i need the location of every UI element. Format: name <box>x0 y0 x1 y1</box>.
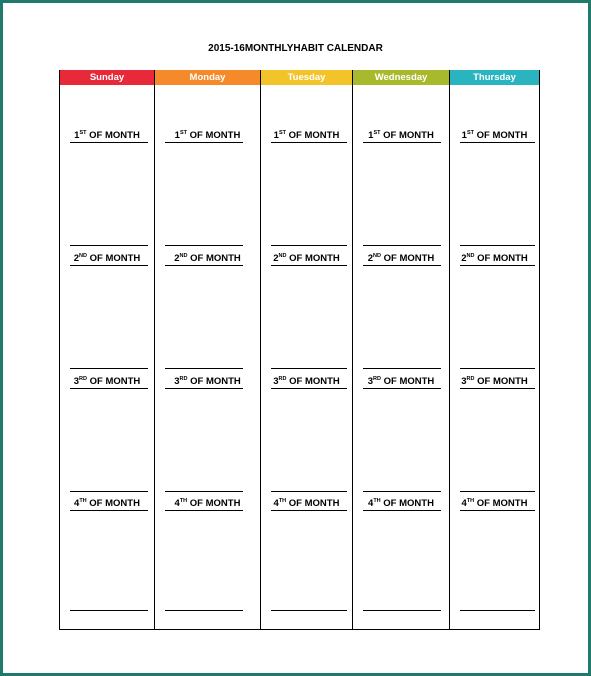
slot-suffix: TH <box>466 498 475 504</box>
slot-number: 2 <box>367 253 374 264</box>
slot-suffix: RD <box>278 376 287 382</box>
slot-text: OF MONTH <box>474 376 528 387</box>
slot-text: OF MONTH <box>380 376 435 387</box>
slot-number: 3 <box>367 376 374 387</box>
slot-suffix: TH <box>79 498 87 504</box>
slot-number: 1 <box>368 130 374 141</box>
writing-line[interactable] <box>70 245 148 246</box>
slot-label-1 <box>261 130 352 141</box>
writing-line[interactable] <box>271 265 347 266</box>
slot-number: 4 <box>74 498 80 509</box>
slot-text: OF MONTH <box>187 130 241 141</box>
writing-line[interactable] <box>363 388 441 389</box>
day-header-sunday: Sunday <box>60 70 154 85</box>
slot-suffix: ND <box>278 253 287 259</box>
day-column-sunday <box>59 70 154 629</box>
day-column-tuesday <box>260 70 352 629</box>
calendar-grid <box>59 70 540 630</box>
writing-line[interactable] <box>363 510 441 511</box>
day-header-wednesday: Wednesday <box>353 70 449 85</box>
slot-text: OF MONTH <box>474 498 528 509</box>
writing-line[interactable] <box>363 491 441 492</box>
slot-suffix: TH <box>179 498 188 504</box>
writing-line[interactable] <box>460 388 535 389</box>
slot-suffix: TH <box>373 498 381 504</box>
slot-suffix: ST <box>278 130 286 136</box>
slot-suffix: TH <box>278 498 287 504</box>
writing-line[interactable] <box>363 610 441 611</box>
calendar-title: 2015-16MONTHLYHABIT CALENDAR <box>208 43 383 54</box>
writing-line[interactable] <box>271 368 347 369</box>
slot-suffix: ND <box>179 253 188 259</box>
writing-line[interactable] <box>165 388 243 389</box>
slot-label-3 <box>155 376 260 387</box>
slot-label-1 <box>450 130 539 141</box>
slot-text: OF MONTH <box>286 130 340 141</box>
slot-suffix: ND <box>373 253 381 259</box>
writing-line[interactable] <box>460 245 535 246</box>
writing-line[interactable] <box>271 388 347 389</box>
writing-line[interactable] <box>460 142 535 143</box>
writing-line[interactable] <box>363 142 441 143</box>
slot-label-1 <box>155 130 260 141</box>
slot-label-2 <box>155 253 260 264</box>
slot-text: OF MONTH <box>380 130 434 141</box>
slot-number: 3 <box>461 376 467 387</box>
slot-number: 3 <box>73 376 80 387</box>
slot-suffix: ND <box>79 253 87 259</box>
slot-suffix: ST <box>179 130 187 136</box>
slot-number: 2 <box>461 253 467 264</box>
slot-label-1 <box>353 130 449 141</box>
slot-number: 4 <box>368 498 374 509</box>
slot-suffix: RD <box>466 376 475 382</box>
slot-number: 3 <box>174 376 180 387</box>
slot-suffix: RD <box>179 376 188 382</box>
slot-number: 4 <box>273 498 279 509</box>
slot-text: OF MONTH <box>86 498 140 509</box>
slot-text: OF MONTH <box>286 253 340 264</box>
writing-line[interactable] <box>70 388 148 389</box>
slot-label-3 <box>353 376 449 387</box>
slot-label-2 <box>450 253 539 264</box>
slot-number: 4 <box>461 498 467 509</box>
writing-line[interactable] <box>460 510 535 511</box>
slot-suffix: ST <box>466 130 474 136</box>
writing-line[interactable] <box>165 265 243 266</box>
slot-label-4 <box>261 498 352 509</box>
slot-label-3 <box>60 376 154 387</box>
slot-number: 1 <box>174 130 180 141</box>
writing-line[interactable] <box>70 491 148 492</box>
writing-line[interactable] <box>271 245 347 246</box>
slot-number: 1 <box>461 130 467 141</box>
writing-line[interactable] <box>165 610 243 611</box>
slot-text: OF MONTH <box>474 130 528 141</box>
slot-number: 4 <box>174 498 180 509</box>
slot-text: OF MONTH <box>380 498 434 509</box>
slot-suffix: ST <box>79 130 87 136</box>
slot-label-2 <box>60 253 154 264</box>
slot-suffix: RD <box>373 376 381 382</box>
writing-line[interactable] <box>70 610 148 611</box>
writing-line[interactable] <box>165 368 243 369</box>
slot-text: OF MONTH <box>187 376 241 387</box>
slot-suffix: ND <box>466 253 475 259</box>
slot-text: OF MONTH <box>474 253 528 264</box>
day-header-tuesday: Tuesday <box>261 70 352 85</box>
slot-number: 1 <box>74 130 80 141</box>
day-column-monday <box>154 70 260 629</box>
slot-suffix: RD <box>79 376 87 382</box>
slot-label-4 <box>155 498 260 509</box>
day-column-wednesday <box>352 70 449 629</box>
writing-line[interactable] <box>271 142 347 143</box>
writing-line[interactable] <box>70 510 148 511</box>
writing-line[interactable] <box>460 491 535 492</box>
writing-line[interactable] <box>70 368 148 369</box>
writing-line[interactable] <box>363 368 441 369</box>
day-column-thursday <box>449 70 540 629</box>
slot-number: 2 <box>273 253 279 264</box>
slot-label-1 <box>60 130 154 141</box>
slot-text: OF MONTH <box>286 498 340 509</box>
slot-number: 2 <box>174 253 180 264</box>
day-header-monday: Monday <box>155 70 260 85</box>
writing-line[interactable] <box>165 142 243 143</box>
slot-text: OF MONTH <box>187 253 241 264</box>
writing-line[interactable] <box>363 245 441 246</box>
writing-line[interactable] <box>460 610 535 611</box>
slot-number: 1 <box>273 130 279 141</box>
slot-label-3 <box>450 376 539 387</box>
slot-text: OF MONTH <box>380 253 435 264</box>
writing-line[interactable] <box>70 142 148 143</box>
writing-line[interactable] <box>271 610 347 611</box>
writing-line[interactable] <box>165 245 243 246</box>
slot-number: 2 <box>73 253 80 264</box>
slot-label-3 <box>261 376 352 387</box>
slot-text: OF MONTH <box>286 376 340 387</box>
slot-text: OF MONTH <box>86 130 140 141</box>
writing-line[interactable] <box>363 265 441 266</box>
slot-label-4 <box>353 498 449 509</box>
slot-label-2 <box>353 253 449 264</box>
slot-suffix: ST <box>373 130 381 136</box>
writing-line[interactable] <box>460 368 535 369</box>
slot-label-4 <box>450 498 539 509</box>
slot-text: OF MONTH <box>187 498 241 509</box>
slot-label-2 <box>261 253 352 264</box>
slot-text: OF MONTH <box>86 253 141 264</box>
writing-line[interactable] <box>70 265 148 266</box>
writing-line[interactable] <box>271 491 347 492</box>
writing-line[interactable] <box>460 265 535 266</box>
writing-line[interactable] <box>165 510 243 511</box>
writing-line[interactable] <box>165 491 243 492</box>
slot-text: OF MONTH <box>86 376 141 387</box>
slot-label-4 <box>60 498 154 509</box>
slot-number: 3 <box>273 376 279 387</box>
writing-line[interactable] <box>271 510 347 511</box>
day-header-thursday: Thursday <box>450 70 539 85</box>
